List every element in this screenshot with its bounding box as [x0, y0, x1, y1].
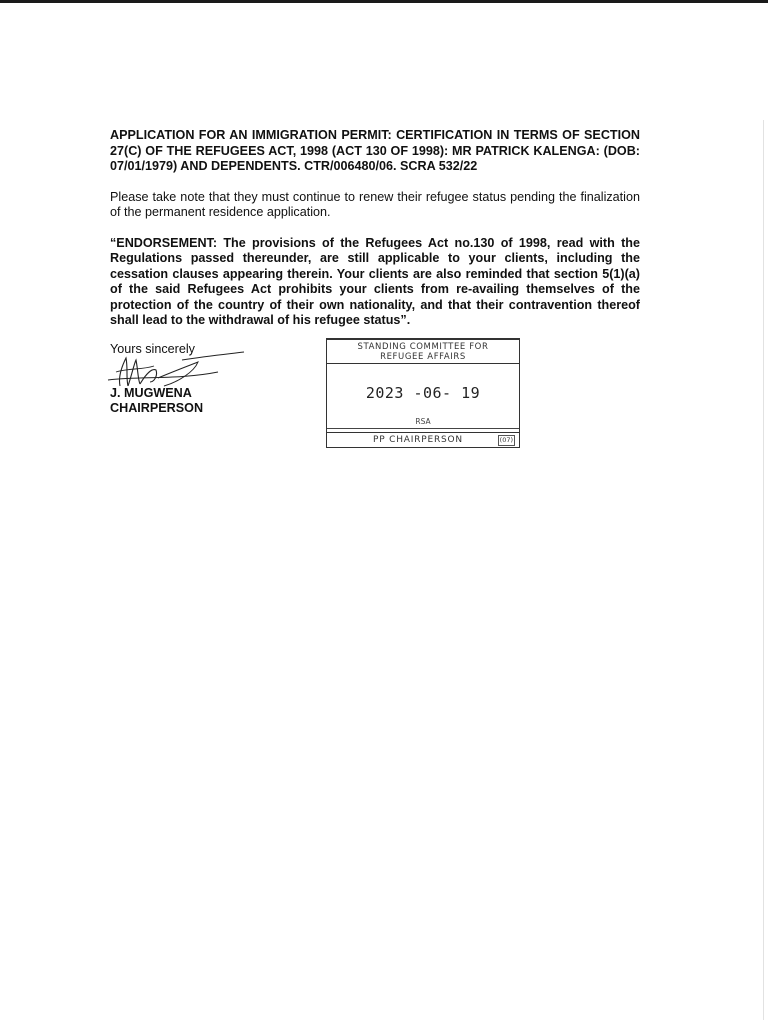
- official-stamp: [326, 338, 520, 448]
- closing-salutation: Yours sincerely: [110, 342, 195, 356]
- endorsement-paragraph: “ENDORSEMENT: The provisions of the Refugees Act no.130 of 1998, read with the Regulations passed thereunder, are still applicable to your clients, including the cessation clauses appearing therein. Your clients are also reminded that section 5(1)(a) of the said Refugees Act prohibits your clients from re-availing themselves of the protection of the country of their own nationality, and that their contravention thereof shall lead to the withdrawal of his refugee status”.: [110, 235, 640, 327]
- letter-body: [110, 128, 640, 329]
- renewal-notice: Please take note that they must continue to renew their refugee status pending the finalization of the permanent residence application.: [110, 189, 640, 219]
- stamp-code: (07): [499, 436, 513, 444]
- scan-top-edge: [0, 0, 768, 3]
- signer-title: CHAIRPERSON: [110, 401, 204, 415]
- signer-name: J. MUGWENA: [110, 386, 192, 400]
- stamp-date: 2023 -06- 19: [365, 384, 481, 402]
- signoff-block: [110, 342, 310, 415]
- stamp-role: PP CHAIRPERSON: [373, 435, 463, 445]
- letter-heading: APPLICATION FOR AN IMMIGRATION PERMIT: CERTIFICATION IN TERMS OF SECTION 27(C) OF THE REFUGEES ACT, 1998 (ACT 130 OF 1998): MR PATRICK KALENGA: (DOB: 07/01/1979) AND DEPENDENTS. CTR/006480/06. SCRA 532/22: [110, 128, 640, 173]
- stamp-org-line-2: REFUGEE AFFAIRS: [380, 352, 466, 362]
- stamp-footer: [327, 432, 519, 448]
- scan-right-edge: [763, 120, 764, 1020]
- stamp-divider: [327, 428, 519, 429]
- stamp-country: RSA: [415, 417, 431, 426]
- stamp-org-line-1: STANDING COMMITTEE FOR: [357, 342, 489, 352]
- stamp-organization: [327, 340, 519, 364]
